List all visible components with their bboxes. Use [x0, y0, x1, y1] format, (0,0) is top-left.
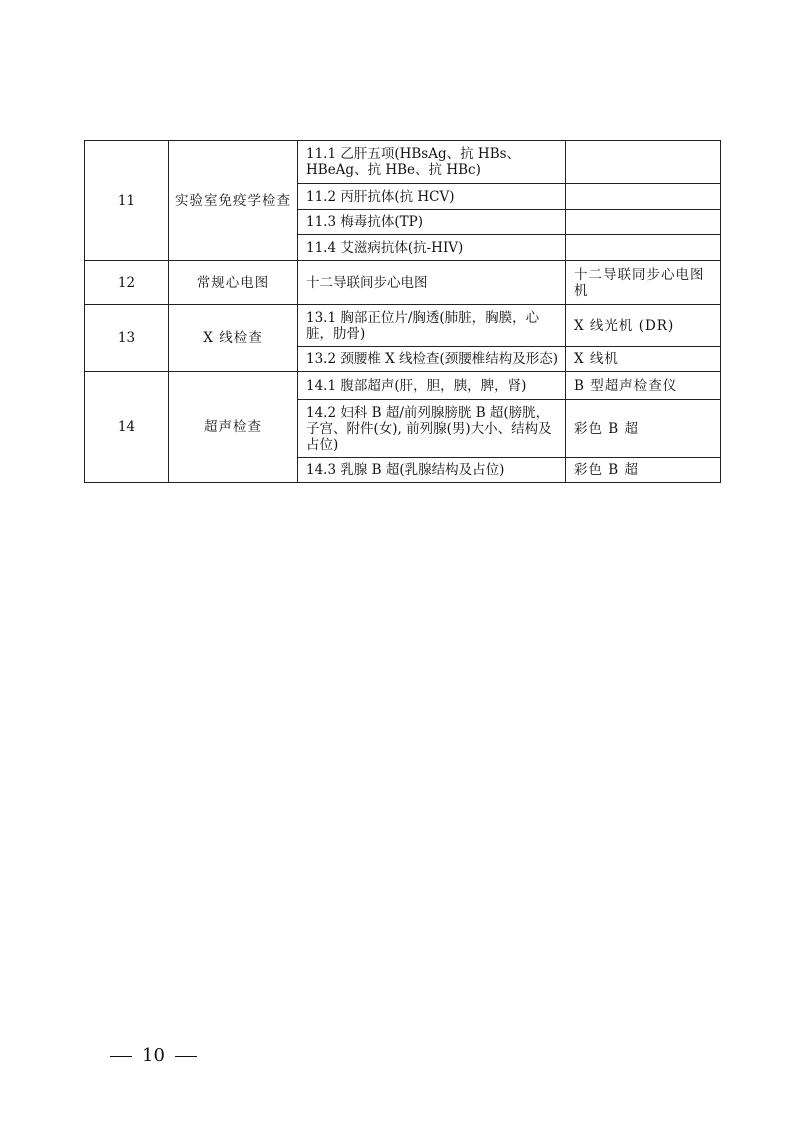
item-cell — [298, 261, 566, 305]
item-name: 11.1 乙肝五项(HBsAg、抗 HBs、HBeAg、抗 HBe、抗 HBc) — [306, 146, 521, 178]
equipment-name: 彩色 B 超 — [574, 462, 640, 478]
equipment-name — [566, 195, 720, 199]
item-cell — [298, 184, 566, 210]
group-number: 11 — [117, 192, 136, 209]
table-row — [85, 141, 721, 184]
category-label: 常规心电图 — [196, 274, 270, 291]
page-footer — [110, 1046, 197, 1066]
item-name: 13.1 胸部正位片/胸透(肺脏，胸膜，心脏，肋骨) — [306, 309, 540, 342]
equipment-name: B 型超声检查仪 — [574, 377, 678, 394]
equipment-name — [566, 246, 720, 250]
group-number: 13 — [117, 330, 136, 346]
equipment-cell — [566, 400, 721, 458]
category-label: X 线检查 — [203, 330, 263, 346]
group-number-cell — [85, 261, 169, 305]
category-cell — [169, 372, 298, 483]
group-number-cell — [85, 372, 169, 483]
exam-table — [84, 140, 721, 483]
item-name: 13.2 颈腰椎 X 线检查(颈腰椎结构及形态) — [306, 351, 559, 367]
equipment-name: 彩色 B 超 — [574, 420, 640, 437]
item-cell — [298, 400, 566, 458]
item-cell — [298, 305, 566, 347]
item-name: 14.1 腹部超声(肝，胆，胰，脾，肾) — [306, 377, 527, 394]
equipment-name: 十二导联同步心电图机 — [574, 266, 705, 299]
table-row — [85, 372, 721, 400]
equipment-name: X 线光机 (DR) — [574, 317, 675, 334]
item-cell — [298, 235, 566, 261]
group-number: 14 — [117, 419, 136, 435]
group-number: 12 — [117, 274, 136, 291]
equipment-cell — [566, 347, 721, 372]
category-label: 实验室免疫学检查 — [175, 192, 291, 209]
equipment-cell — [566, 184, 721, 210]
item-name: 十二导联间步心电图 — [306, 274, 428, 291]
item-name: 11.2 丙肝抗体(抗 HCV) — [306, 188, 455, 205]
group-number-cell — [85, 305, 169, 372]
item-name: 11.3 梅毒抗体(TP) — [306, 214, 423, 230]
item-cell — [298, 210, 566, 235]
category-cell — [169, 141, 298, 261]
category-label: 超声检查 — [204, 419, 262, 435]
item-cell — [298, 347, 566, 372]
item-name: 11.4 艾滋病抗体(抗-HIV) — [306, 239, 464, 256]
footer-dash-right — [175, 1056, 197, 1057]
equipment-cell — [566, 210, 721, 235]
equipment-name: X 线机 — [574, 351, 619, 367]
equipment-cell — [566, 305, 721, 347]
equipment-name — [566, 160, 720, 164]
item-cell — [298, 458, 566, 483]
equipment-name — [566, 220, 720, 224]
equipment-cell — [566, 372, 721, 400]
category-cell — [169, 261, 298, 305]
table-row — [85, 261, 721, 305]
item-cell — [298, 372, 566, 400]
equipment-cell — [566, 235, 721, 261]
equipment-cell — [566, 458, 721, 483]
category-cell — [169, 305, 298, 372]
footer-dash-left — [110, 1056, 132, 1057]
equipment-cell — [566, 141, 721, 184]
table-row — [85, 305, 721, 347]
equipment-cell — [566, 261, 721, 305]
group-number-cell — [85, 141, 169, 261]
item-name: 14.3 乳腺 B 超(乳腺结构及占位) — [306, 462, 505, 478]
item-name: 14.2 妇科 B 超/前列腺膀胱 B 超(膀胱，子宫、附件(女), 前列腺(男)大小、结构及占位) — [306, 404, 552, 453]
page-number: 10 — [142, 1045, 165, 1066]
item-cell — [298, 141, 566, 184]
